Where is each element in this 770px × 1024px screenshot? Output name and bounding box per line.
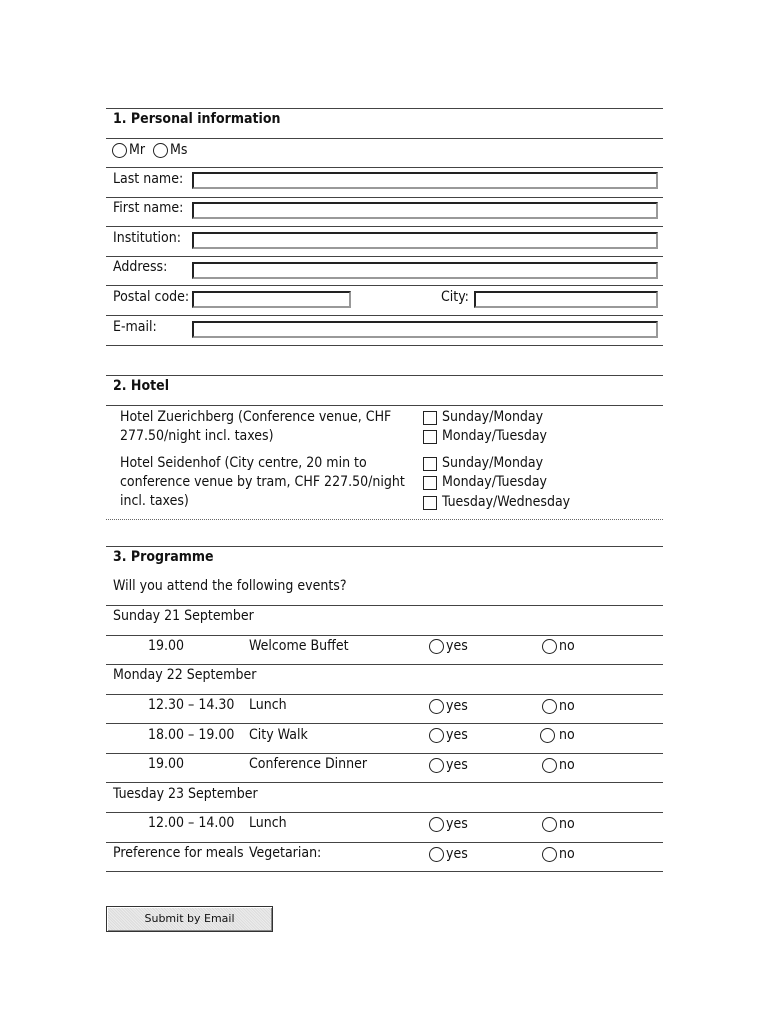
ms-label: Ms bbox=[170, 142, 188, 158]
yes-label: yes bbox=[446, 816, 468, 832]
divider bbox=[106, 138, 663, 139]
event-time: 12.00 – 14.00 bbox=[148, 815, 235, 831]
institution-field[interactable] bbox=[192, 232, 658, 249]
section-heading-hotel: 2. Hotel bbox=[113, 378, 170, 394]
seidenhof-option-label: Monday/Tuesday bbox=[442, 474, 547, 490]
divider bbox=[106, 871, 663, 872]
welcome-buffet-no-radio[interactable] bbox=[542, 639, 557, 654]
divider bbox=[106, 753, 663, 754]
institution-label: Institution: bbox=[113, 230, 181, 246]
yes-label: yes bbox=[446, 727, 468, 743]
first-name-field[interactable] bbox=[192, 202, 658, 219]
mr-radio[interactable] bbox=[112, 143, 127, 158]
no-label: no bbox=[559, 727, 575, 743]
city-field[interactable] bbox=[474, 291, 658, 308]
programme-question: Will you attend the following events? bbox=[113, 578, 347, 594]
day-label-tuesday: Tuesday 23 September bbox=[113, 786, 258, 802]
postal-code-field[interactable] bbox=[192, 291, 351, 308]
event-name: Lunch bbox=[249, 697, 287, 713]
divider bbox=[106, 405, 663, 406]
first-name-label: First name: bbox=[113, 200, 184, 216]
section-heading-programme: 3. Programme bbox=[113, 549, 214, 565]
event-time: 12.30 – 14.30 bbox=[148, 697, 235, 713]
conference-dinner-yes-radio[interactable] bbox=[429, 758, 444, 773]
seidenhof-option-label: Tuesday/Wednesday bbox=[442, 494, 571, 510]
tuesday-lunch-yes-radio[interactable] bbox=[429, 817, 444, 832]
divider bbox=[106, 167, 663, 168]
postal-code-label: Postal code: bbox=[113, 289, 190, 305]
event-time: 18.00 – 19.00 bbox=[148, 727, 235, 743]
conference-dinner-no-radio[interactable] bbox=[542, 758, 557, 773]
event-name: Welcome Buffet bbox=[249, 638, 349, 654]
ms-radio[interactable] bbox=[153, 143, 168, 158]
welcome-buffet-yes-radio[interactable] bbox=[429, 639, 444, 654]
monday-lunch-no-radio[interactable] bbox=[542, 699, 557, 714]
divider bbox=[106, 197, 663, 198]
submit-by-email-button[interactable]: Submit by Email bbox=[106, 906, 273, 932]
last-name-field[interactable] bbox=[192, 172, 658, 189]
divider bbox=[106, 256, 663, 257]
no-label: no bbox=[559, 846, 575, 862]
section-heading-personal: 1. Personal information bbox=[113, 111, 281, 127]
no-label: no bbox=[559, 698, 575, 714]
email-field[interactable] bbox=[192, 321, 658, 338]
event-time: 19.00 bbox=[148, 638, 185, 654]
divider bbox=[106, 635, 663, 636]
city-label: City: bbox=[441, 289, 469, 305]
event-name: City Walk bbox=[249, 727, 308, 743]
city-walk-no-radio[interactable] bbox=[540, 728, 555, 743]
mr-label: Mr bbox=[129, 142, 146, 158]
zuerichberg-sunday-monday-checkbox[interactable] bbox=[423, 411, 437, 425]
yes-label: yes bbox=[446, 638, 468, 654]
event-time: 19.00 bbox=[148, 756, 185, 772]
divider bbox=[106, 546, 663, 547]
tuesday-lunch-no-radio[interactable] bbox=[542, 817, 557, 832]
vegetarian-label: Vegetarian: bbox=[249, 845, 322, 861]
vegetarian-no-radio[interactable] bbox=[542, 847, 557, 862]
meals-label: Preference for meals bbox=[113, 845, 244, 861]
monday-lunch-yes-radio[interactable] bbox=[429, 699, 444, 714]
yes-label: yes bbox=[446, 698, 468, 714]
divider bbox=[106, 285, 663, 286]
seidenhof-sunday-monday-checkbox[interactable] bbox=[423, 457, 437, 471]
zuerichberg-option-label: Sunday/Monday bbox=[442, 409, 544, 425]
divider bbox=[106, 519, 663, 520]
divider bbox=[106, 812, 663, 813]
zuerichberg-option-label: Monday/Tuesday bbox=[442, 428, 547, 444]
last-name-label: Last name: bbox=[113, 171, 184, 187]
day-label-monday: Monday 22 September bbox=[113, 667, 257, 683]
hotel-zuerichberg-name: Hotel Zuerichberg (Conference venue, CHF 277.50/night incl. taxes) bbox=[120, 409, 392, 444]
no-label: no bbox=[559, 638, 575, 654]
divider bbox=[106, 375, 663, 376]
divider bbox=[106, 723, 663, 724]
divider bbox=[106, 226, 663, 227]
yes-label: yes bbox=[446, 846, 468, 862]
divider bbox=[106, 108, 663, 109]
no-label: no bbox=[559, 757, 575, 773]
seidenhof-monday-tuesday-checkbox[interactable] bbox=[423, 476, 437, 490]
day-label-sunday: Sunday 21 September bbox=[113, 608, 254, 624]
vegetarian-yes-radio[interactable] bbox=[429, 847, 444, 862]
yes-label: yes bbox=[446, 757, 468, 773]
hotel-seidenhof-name: Hotel Seidenhof (City centre, 20 min to conference venue by tram, CHF 227.50/night incl. taxes) bbox=[120, 455, 405, 509]
divider bbox=[106, 782, 663, 783]
seidenhof-tuesday-wednesday-checkbox[interactable] bbox=[423, 496, 437, 510]
divider bbox=[106, 694, 663, 695]
address-label: Address: bbox=[113, 259, 168, 275]
event-name: Lunch bbox=[249, 815, 287, 831]
seidenhof-option-label: Sunday/Monday bbox=[442, 455, 544, 471]
event-name: Conference Dinner bbox=[249, 756, 368, 772]
no-label: no bbox=[559, 816, 575, 832]
divider bbox=[106, 842, 663, 843]
zuerichberg-monday-tuesday-checkbox[interactable] bbox=[423, 430, 437, 444]
divider bbox=[106, 664, 663, 665]
email-label: E-mail: bbox=[113, 319, 157, 335]
divider bbox=[106, 345, 663, 346]
divider bbox=[106, 315, 663, 316]
divider bbox=[106, 605, 663, 606]
city-walk-yes-radio[interactable] bbox=[429, 728, 444, 743]
address-field[interactable] bbox=[192, 262, 658, 279]
